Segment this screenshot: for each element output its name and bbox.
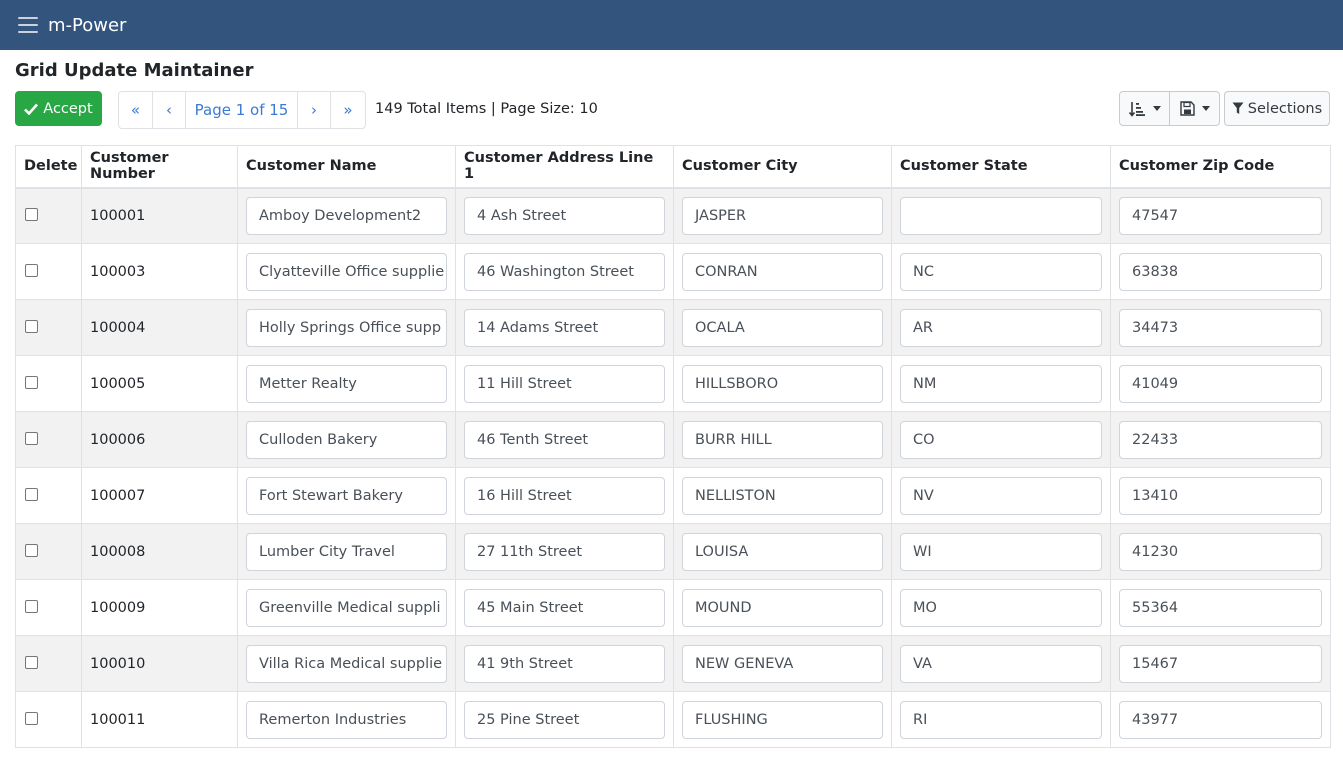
- header-customer-address: Customer Address Line 1: [456, 146, 674, 188]
- delete-checkbox[interactable]: [25, 208, 38, 221]
- delete-checkbox[interactable]: [25, 320, 38, 333]
- customer-name-input[interactable]: Amboy Development2: [246, 197, 447, 235]
- header-customer-zip: Customer Zip Code: [1111, 146, 1331, 188]
- delete-checkbox[interactable]: [25, 544, 38, 557]
- table-header-row: [16, 146, 1331, 188]
- header-customer-name: Customer Name: [238, 146, 456, 188]
- customer-state-input[interactable]: RI: [900, 701, 1102, 739]
- delete-checkbox[interactable]: [25, 656, 38, 669]
- customer-address-input[interactable]: 16 Hill Street: [464, 477, 665, 515]
- delete-checkbox[interactable]: [25, 376, 38, 389]
- header-customer-city: Customer City: [674, 146, 892, 188]
- customer-address-input[interactable]: 27 11th Street: [464, 533, 665, 571]
- table-row: [16, 468, 1331, 524]
- brand-title: m-Power: [48, 14, 127, 36]
- customer-address-input[interactable]: 41 9th Street: [464, 645, 665, 683]
- customer-number-cell: 100006: [82, 412, 238, 468]
- chevron-down-icon: [1153, 106, 1161, 111]
- delete-checkbox[interactable]: [25, 488, 38, 501]
- customer-number-cell: 100007: [82, 468, 238, 524]
- customer-name-input[interactable]: Fort Stewart Bakery: [246, 477, 447, 515]
- delete-checkbox[interactable]: [25, 432, 38, 445]
- customer-zip-input[interactable]: 22433: [1119, 421, 1322, 459]
- customer-zip-input[interactable]: 41230: [1119, 533, 1322, 571]
- delete-checkbox[interactable]: [25, 600, 38, 613]
- first-page-button[interactable]: «: [119, 92, 153, 128]
- save-dropdown-button[interactable]: [1170, 91, 1220, 126]
- page-indicator[interactable]: Page 1 of 15: [186, 92, 298, 128]
- previous-page-button[interactable]: ‹: [153, 92, 186, 128]
- table-row: [16, 188, 1331, 244]
- toolbar-button-group: [1119, 91, 1220, 126]
- customer-number-cell: 100010: [82, 636, 238, 692]
- customer-number-cell: 100003: [82, 244, 238, 300]
- sort-icon: [1129, 101, 1146, 117]
- top-navbar: [0, 0, 1343, 50]
- delete-checkbox[interactable]: [25, 264, 38, 277]
- total-items-text: 149 Total Items | Page Size: 10: [375, 101, 598, 117]
- table-row: [16, 636, 1331, 692]
- customer-address-input[interactable]: 46 Tenth Street: [464, 421, 665, 459]
- page-title: Grid Update Maintainer: [15, 60, 254, 81]
- customer-zip-input[interactable]: 15467: [1119, 645, 1322, 683]
- table-row: [16, 356, 1331, 412]
- pagination: [118, 91, 366, 129]
- customer-address-input[interactable]: 45 Main Street: [464, 589, 665, 627]
- filter-icon: [1232, 102, 1244, 115]
- customer-address-input[interactable]: 11 Hill Street: [464, 365, 665, 403]
- header-delete: Delete: [16, 146, 82, 188]
- customer-zip-input[interactable]: 43977: [1119, 701, 1322, 739]
- customer-state-input[interactable]: WI: [900, 533, 1102, 571]
- customer-name-input[interactable]: Culloden Bakery: [246, 421, 447, 459]
- customer-name-input[interactable]: Clyatteville Office supplie: [246, 253, 447, 291]
- customer-zip-input[interactable]: 63838: [1119, 253, 1322, 291]
- customer-city-input[interactable]: HILLSBORO: [682, 365, 883, 403]
- customer-state-input[interactable]: NM: [900, 365, 1102, 403]
- header-customer-state: Customer State: [892, 146, 1111, 188]
- customer-zip-input[interactable]: 13410: [1119, 477, 1322, 515]
- customer-number-cell: 100004: [82, 300, 238, 356]
- customer-address-input[interactable]: 25 Pine Street: [464, 701, 665, 739]
- accept-label: Accept: [43, 100, 93, 117]
- table-row: [16, 300, 1331, 356]
- customer-city-input[interactable]: NELLISTON: [682, 477, 883, 515]
- delete-checkbox[interactable]: [25, 712, 38, 725]
- customer-city-input[interactable]: OCALA: [682, 309, 883, 347]
- table-row: [16, 692, 1331, 748]
- customer-state-input[interactable]: MO: [900, 589, 1102, 627]
- table-row: [16, 244, 1331, 300]
- customer-zip-input[interactable]: 34473: [1119, 309, 1322, 347]
- table-row: [16, 524, 1331, 580]
- customer-grid: [15, 145, 1331, 748]
- customer-name-input[interactable]: Metter Realty: [246, 365, 447, 403]
- customer-city-input[interactable]: CONRAN: [682, 253, 883, 291]
- customer-address-input[interactable]: 14 Adams Street: [464, 309, 665, 347]
- customer-city-input[interactable]: BURR HILL: [682, 421, 883, 459]
- customer-city-input[interactable]: JASPER: [682, 197, 883, 235]
- customer-name-input[interactable]: Lumber City Travel: [246, 533, 447, 571]
- customer-zip-input[interactable]: 41049: [1119, 365, 1322, 403]
- check-icon: [24, 103, 38, 115]
- customer-state-input[interactable]: VA: [900, 645, 1102, 683]
- last-page-button[interactable]: »: [343, 101, 353, 119]
- customer-state-input[interactable]: NV: [900, 477, 1102, 515]
- accept-button[interactable]: [15, 91, 102, 126]
- save-icon: [1180, 101, 1195, 116]
- customer-zip-input[interactable]: 55364: [1119, 589, 1322, 627]
- customer-city-input[interactable]: MOUND: [682, 589, 883, 627]
- customer-city-input[interactable]: LOUISA: [682, 533, 883, 571]
- customer-zip-input[interactable]: 47547: [1119, 197, 1322, 235]
- customer-name-input[interactable]: Holly Springs Office supp: [246, 309, 447, 347]
- next-page-button[interactable]: ›: [298, 92, 331, 128]
- sort-dropdown-button[interactable]: [1119, 91, 1170, 126]
- customer-city-input[interactable]: FLUSHING: [682, 701, 883, 739]
- customer-state-input[interactable]: AR: [900, 309, 1102, 347]
- customer-number-cell: 100005: [82, 356, 238, 412]
- chevron-down-icon: [1202, 106, 1210, 111]
- customer-name-input[interactable]: Remerton Industries: [246, 701, 447, 739]
- customer-address-input[interactable]: 4 Ash Street: [464, 197, 665, 235]
- customer-number-cell: 100008: [82, 524, 238, 580]
- customer-state-input[interactable]: NC: [900, 253, 1102, 291]
- header-customer-number: Customer Number: [82, 146, 238, 188]
- table-row: [16, 580, 1331, 636]
- customer-city-input[interactable]: NEW GENEVA: [682, 645, 883, 683]
- selections-label: Selections: [1247, 100, 1323, 117]
- customer-name-input[interactable]: Greenville Medical suppli: [246, 589, 447, 627]
- toolbar: [15, 91, 1329, 129]
- hamburger-menu-icon[interactable]: [18, 17, 38, 33]
- customer-number-cell: 100001: [82, 188, 238, 244]
- customer-state-input[interactable]: CO: [900, 421, 1102, 459]
- customer-number-cell: 100009: [82, 580, 238, 636]
- customer-number-cell: 100011: [82, 692, 238, 748]
- customer-address-input[interactable]: 46 Washington Street: [464, 253, 665, 291]
- customer-name-input[interactable]: Villa Rica Medical supplie: [246, 645, 447, 683]
- customer-state-input[interactable]: [900, 197, 1102, 235]
- selections-button[interactable]: [1224, 91, 1330, 126]
- table-row: [16, 412, 1331, 468]
